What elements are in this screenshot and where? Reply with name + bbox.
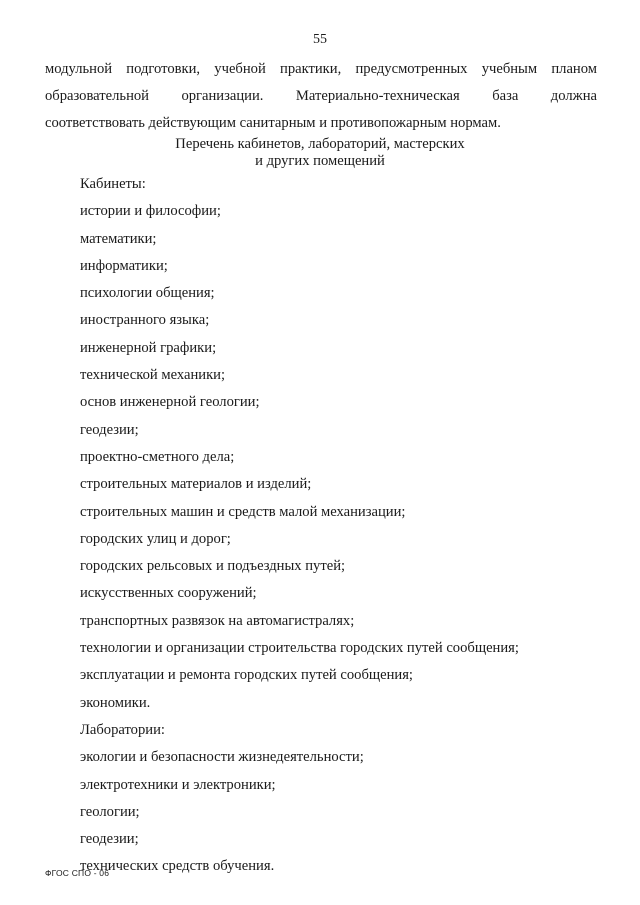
list-item: строительных материалов и изделий;: [80, 476, 312, 493]
list-item: психологии общения;: [80, 285, 215, 302]
list-item: строительных машин и средств малой механизации;: [80, 503, 406, 520]
list-item: иностранного языка;: [80, 312, 210, 329]
list-item: информатики;: [80, 257, 168, 274]
heading-line-1: Перечень кабинетов, лабораторий, мастерских: [175, 136, 465, 152]
list-item: основ инженерной геологии;: [80, 394, 260, 411]
intro-line: образовательной организации. Материально-техническая база должна: [45, 88, 597, 104]
intro-line: соответствовать действующим санитарным и противопожарным нормам.: [45, 115, 501, 131]
list-item: электротехники и электроники;: [80, 776, 276, 793]
heading-line-2: и других помещений: [255, 153, 385, 169]
document-footer: ФГОС СПО - 06: [45, 868, 110, 878]
list-item: геодезии;: [80, 831, 139, 848]
list-item: искусственных сооружений;: [80, 585, 257, 602]
rooms-list: [80, 171, 519, 881]
list-item: технических средств обучения.: [80, 858, 275, 875]
list-item: городских рельсовых и подъездных путей;: [80, 558, 346, 575]
list-item: геологии;: [80, 803, 140, 820]
list-item: математики;: [80, 230, 157, 247]
list-item: инженерной графики;: [80, 339, 217, 356]
laboratories-title: Лаборатории:: [80, 721, 165, 738]
intro-paragraph: [45, 56, 597, 137]
page-number: 55: [313, 32, 327, 47]
section-heading: [0, 136, 640, 170]
list-item: истории и философии;: [80, 203, 221, 220]
list-item: городских улиц и дорог;: [80, 530, 231, 547]
list-item: технической механики;: [80, 367, 226, 384]
list-item: экономики.: [80, 694, 151, 711]
list-item: технологии и организации строительства городских путей сообщения;: [80, 640, 519, 657]
list-item: геодезии;: [80, 421, 139, 438]
list-item: транспортных развязок на автомагистралях;: [80, 612, 355, 629]
list-item: проектно-сметного дела;: [80, 448, 235, 465]
list-item: эксплуатации и ремонта городских путей сообщения;: [80, 667, 413, 684]
list-item: экологии и безопасности жизнедеятельности;: [80, 749, 364, 766]
intro-line: модульной подготовки, учебной практики, предусмотренных учебным планом: [45, 61, 597, 77]
cabinets-title: Кабинеты:: [80, 176, 146, 192]
